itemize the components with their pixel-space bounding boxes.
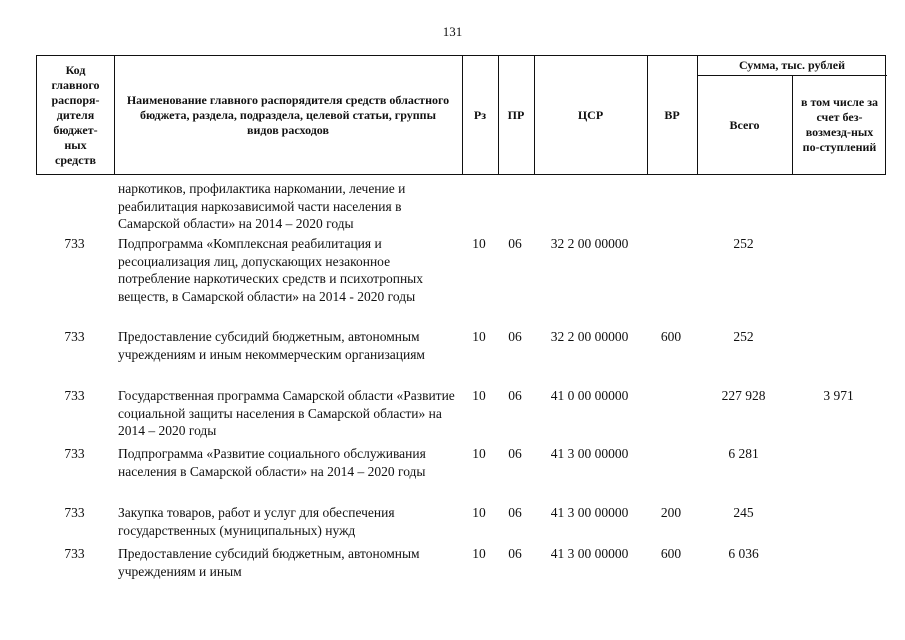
header-rz: Рз <box>473 107 487 122</box>
row-pr: 06 <box>508 329 522 344</box>
row-code: 733 <box>64 546 85 561</box>
row-rz: 10 <box>472 236 486 251</box>
row-code: 733 <box>64 329 85 344</box>
row-csr: 32 2 00 00000 <box>550 236 629 251</box>
row-csr: 41 0 00 00000 <box>550 388 629 403</box>
row-vr: 600 <box>660 329 682 344</box>
page-number: 131 <box>442 24 463 39</box>
row-vr: 600 <box>660 546 682 561</box>
row-vr: 200 <box>660 505 682 520</box>
row-total: 6 281 <box>728 446 759 461</box>
row-pr: 06 <box>508 236 522 251</box>
header-pr: ПР <box>507 107 525 122</box>
row-total: 245 <box>733 505 754 520</box>
header-vr: ВР <box>664 107 680 122</box>
header-name: Наименование главного распорядителя средств областного бюджета, раздела, подраздела, целевой статьи, группы видов расходов <box>126 92 450 137</box>
row-rz: 10 <box>472 446 486 461</box>
row-csr: 41 3 00 00000 <box>550 446 629 461</box>
row-pr: 06 <box>508 505 522 520</box>
row-name: Государственная программа Самарской области «Развитие социальной защиты населения в Самарской области» на 2014 – 2020 годы <box>118 388 455 438</box>
row-pr: 06 <box>508 546 522 561</box>
row-free: 3 971 <box>823 388 854 403</box>
row-total: 252 <box>733 236 754 251</box>
header-sum: Сумма, тыс. рублей <box>738 58 846 72</box>
header-csr: ЦСР <box>577 107 604 122</box>
row-name: Подпрограмма «Развитие социального обслуживания населения в Самарской области» на 2014 – 2020 годы <box>118 446 426 479</box>
header-code: Код главного распоря-дителя бюджет-ных средств <box>51 62 100 167</box>
row-pr: 06 <box>508 446 522 461</box>
row-csr: 32 2 00 00000 <box>550 329 629 344</box>
row-pr: 06 <box>508 388 522 403</box>
header-free: в том числе за счет без-возмезд-ных по-ступлений <box>800 95 879 154</box>
row-rz: 10 <box>472 329 486 344</box>
row-code: 733 <box>64 388 85 403</box>
table-header <box>36 55 886 175</box>
row-rz: 10 <box>472 505 486 520</box>
row-name: наркотиков, профилактика наркомании, лечение и реабилитация наркозависимой части населения в Самарской области» на 2014 – 2020 годы <box>118 181 406 231</box>
row-total: 227 928 <box>721 388 766 403</box>
row-code: 733 <box>64 446 85 461</box>
row-name: Подпрограмма «Комплексная реабилитация и ресоциализация лиц, допускающих незаконное потребление наркотических средств и психотропных веществ, в Самарской области» на 2014 - 2020 годы <box>118 236 423 304</box>
row-name: Предоставление субсидий бюджетным, автономным учреждениям и иным <box>118 546 420 579</box>
row-total: 6 036 <box>728 546 759 561</box>
row-total: 252 <box>733 329 754 344</box>
header-total: Всего <box>729 117 760 132</box>
row-name: Предоставление субсидий бюджетным, автономным учреждениям и иным некоммерческим организациям <box>118 329 425 362</box>
row-code: 733 <box>64 236 85 251</box>
row-csr: 41 3 00 00000 <box>550 546 629 561</box>
row-name: Закупка товаров, работ и услуг для обеспечения государственных (муниципальных) нужд <box>118 505 395 538</box>
row-csr: 41 3 00 00000 <box>550 505 629 520</box>
row-code: 733 <box>64 505 85 520</box>
row-rz: 10 <box>472 388 486 403</box>
row-rz: 10 <box>472 546 486 561</box>
